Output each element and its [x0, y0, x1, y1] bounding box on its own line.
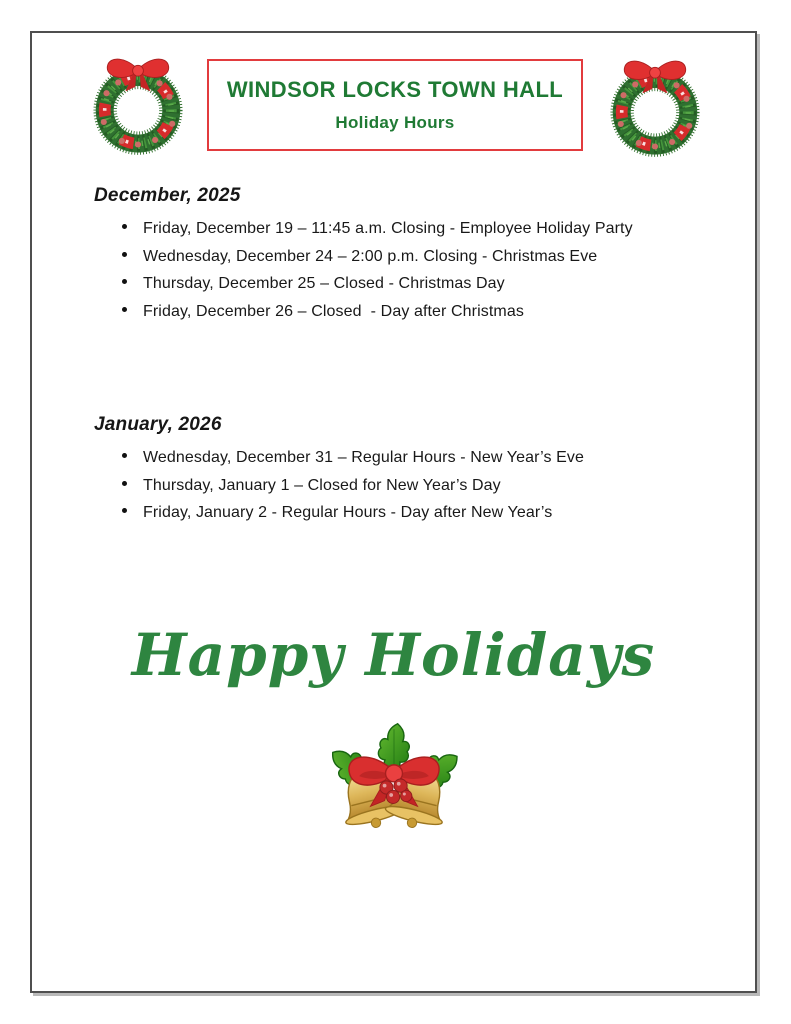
- bullet-dot: [122, 453, 127, 458]
- schedule-item: [122, 275, 719, 303]
- page-subtitle: Holiday Hours: [335, 113, 455, 132]
- christmas-wreath-icon: [601, 47, 709, 165]
- holly-and-bells-icon: [314, 719, 474, 871]
- document-page: [30, 31, 757, 993]
- section-heading: January, 2026: [94, 414, 222, 435]
- schedule-item: [122, 449, 719, 477]
- bullet-dot: [122, 508, 127, 513]
- schedule-item-text: Friday, January 2 - Regular Hours - Day after New Year’s: [143, 504, 553, 521]
- section-january: [94, 414, 719, 532]
- december-schedule-list: [94, 220, 719, 330]
- bullet-dot: [122, 279, 127, 284]
- title-box: [207, 59, 583, 151]
- bullet-dot: [122, 224, 127, 229]
- schedule-item-text: Friday, December 26 – Closed - Day after Christmas: [143, 302, 524, 320]
- january-schedule-list: [94, 449, 719, 532]
- schedule-item-text: Wednesday, December 24 – 2:00 p.m. Closing - Christmas Eve: [143, 247, 598, 265]
- schedule-item-text: Wednesday, December 31 – Regular Hours - New Year’s Eve: [143, 449, 584, 466]
- schedule-item-text: Friday, December 19 – 11:45 a.m. Closing - Employee Holiday Party: [143, 220, 633, 237]
- bullet-dot: [122, 481, 127, 486]
- schedule-item-text: Thursday, December 25 – Closed - Christmas Day: [143, 275, 505, 292]
- section-heading: December, 2025: [94, 185, 241, 206]
- schedule-item: [122, 504, 719, 532]
- schedule-item: [122, 248, 719, 276]
- christmas-wreath-icon: [84, 45, 192, 163]
- schedule-item: [122, 477, 719, 505]
- section-december: [94, 185, 719, 330]
- schedule-item: [122, 303, 719, 331]
- happy-holidays-greeting: Happy Holidays: [131, 621, 656, 689]
- bullet-dot: [122, 252, 127, 257]
- page-title: WINDSOR LOCKS TOWN HALL: [226, 77, 564, 102]
- schedule-item: [122, 220, 719, 248]
- schedule-item-text: Thursday, January 1 – Closed for New Year’s Day: [143, 476, 501, 494]
- bullet-dot: [122, 307, 127, 312]
